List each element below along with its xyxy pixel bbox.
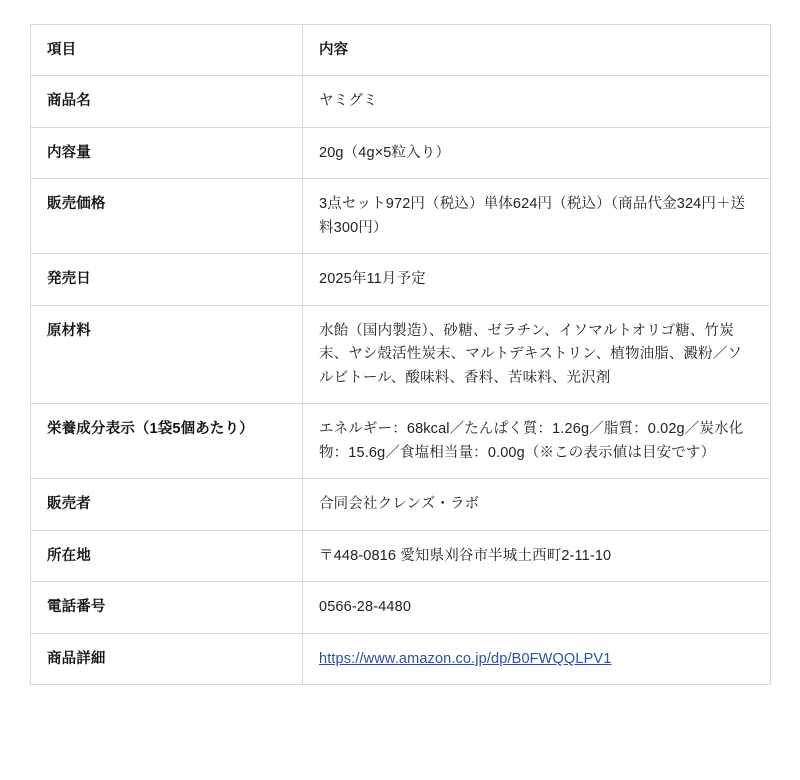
row-label: 原材料: [31, 305, 303, 403]
row-value: 合同会社クレンズ・ラボ: [303, 479, 771, 530]
table-body: [31, 25, 771, 685]
table-row: [31, 530, 771, 581]
row-value: 2025年11月予定: [303, 254, 771, 305]
row-label: 発売日: [31, 254, 303, 305]
row-label: 内容量: [31, 127, 303, 178]
table-row: [31, 582, 771, 633]
table-row: [31, 254, 771, 305]
table-row: [31, 127, 771, 178]
table-row: [31, 633, 771, 684]
table-row: [31, 305, 771, 403]
row-value-link-cell: [303, 633, 771, 684]
product-spec-table: [30, 24, 771, 685]
row-value: 20g（4g×5粒入り）: [303, 127, 771, 178]
table-header-row: [31, 25, 771, 76]
row-label: 商品名: [31, 76, 303, 127]
table-row: [31, 404, 771, 479]
table-row: [31, 76, 771, 127]
row-value: 水飴（国内製造）、砂糖、ゼラチン、イソマルトオリゴ糖、竹炭末、ヤシ殻活性炭末、マルトデキストリン、植物油脂、澱粉／ソルビトール、酸味料、香料、苦味料、光沢剤: [303, 305, 771, 403]
row-label: 販売者: [31, 479, 303, 530]
row-value: ヤミグミ: [303, 76, 771, 127]
row-value: 3点セット972円（税込）単体624円（税込）（商品代金324円＋送料300円）: [303, 179, 771, 254]
row-value: 0566-28-4480: [303, 582, 771, 633]
header-cell-item: 項目: [31, 25, 303, 76]
row-label: 所在地: [31, 530, 303, 581]
table-row: [31, 479, 771, 530]
header-cell-content: 内容: [303, 25, 771, 76]
row-label: 電話番号: [31, 582, 303, 633]
product-detail-link[interactable]: https://www.amazon.co.jp/dp/B0FWQQLPV1: [319, 650, 612, 667]
row-label: 栄養成分表示（1袋5個あたり）: [31, 404, 303, 479]
row-value: エネルギー：68kcal／たんぱく質：1.26g／脂質：0.02g／炭水化物：15.6g／食塩相当量：0.00g（※この表示値は目安です）: [303, 404, 771, 479]
table-row: [31, 179, 771, 254]
row-label: 販売価格: [31, 179, 303, 254]
row-label: 商品詳細: [31, 633, 303, 684]
row-value: 〒448-0816 愛知県刈谷市半城土西町2-11-10: [303, 530, 771, 581]
